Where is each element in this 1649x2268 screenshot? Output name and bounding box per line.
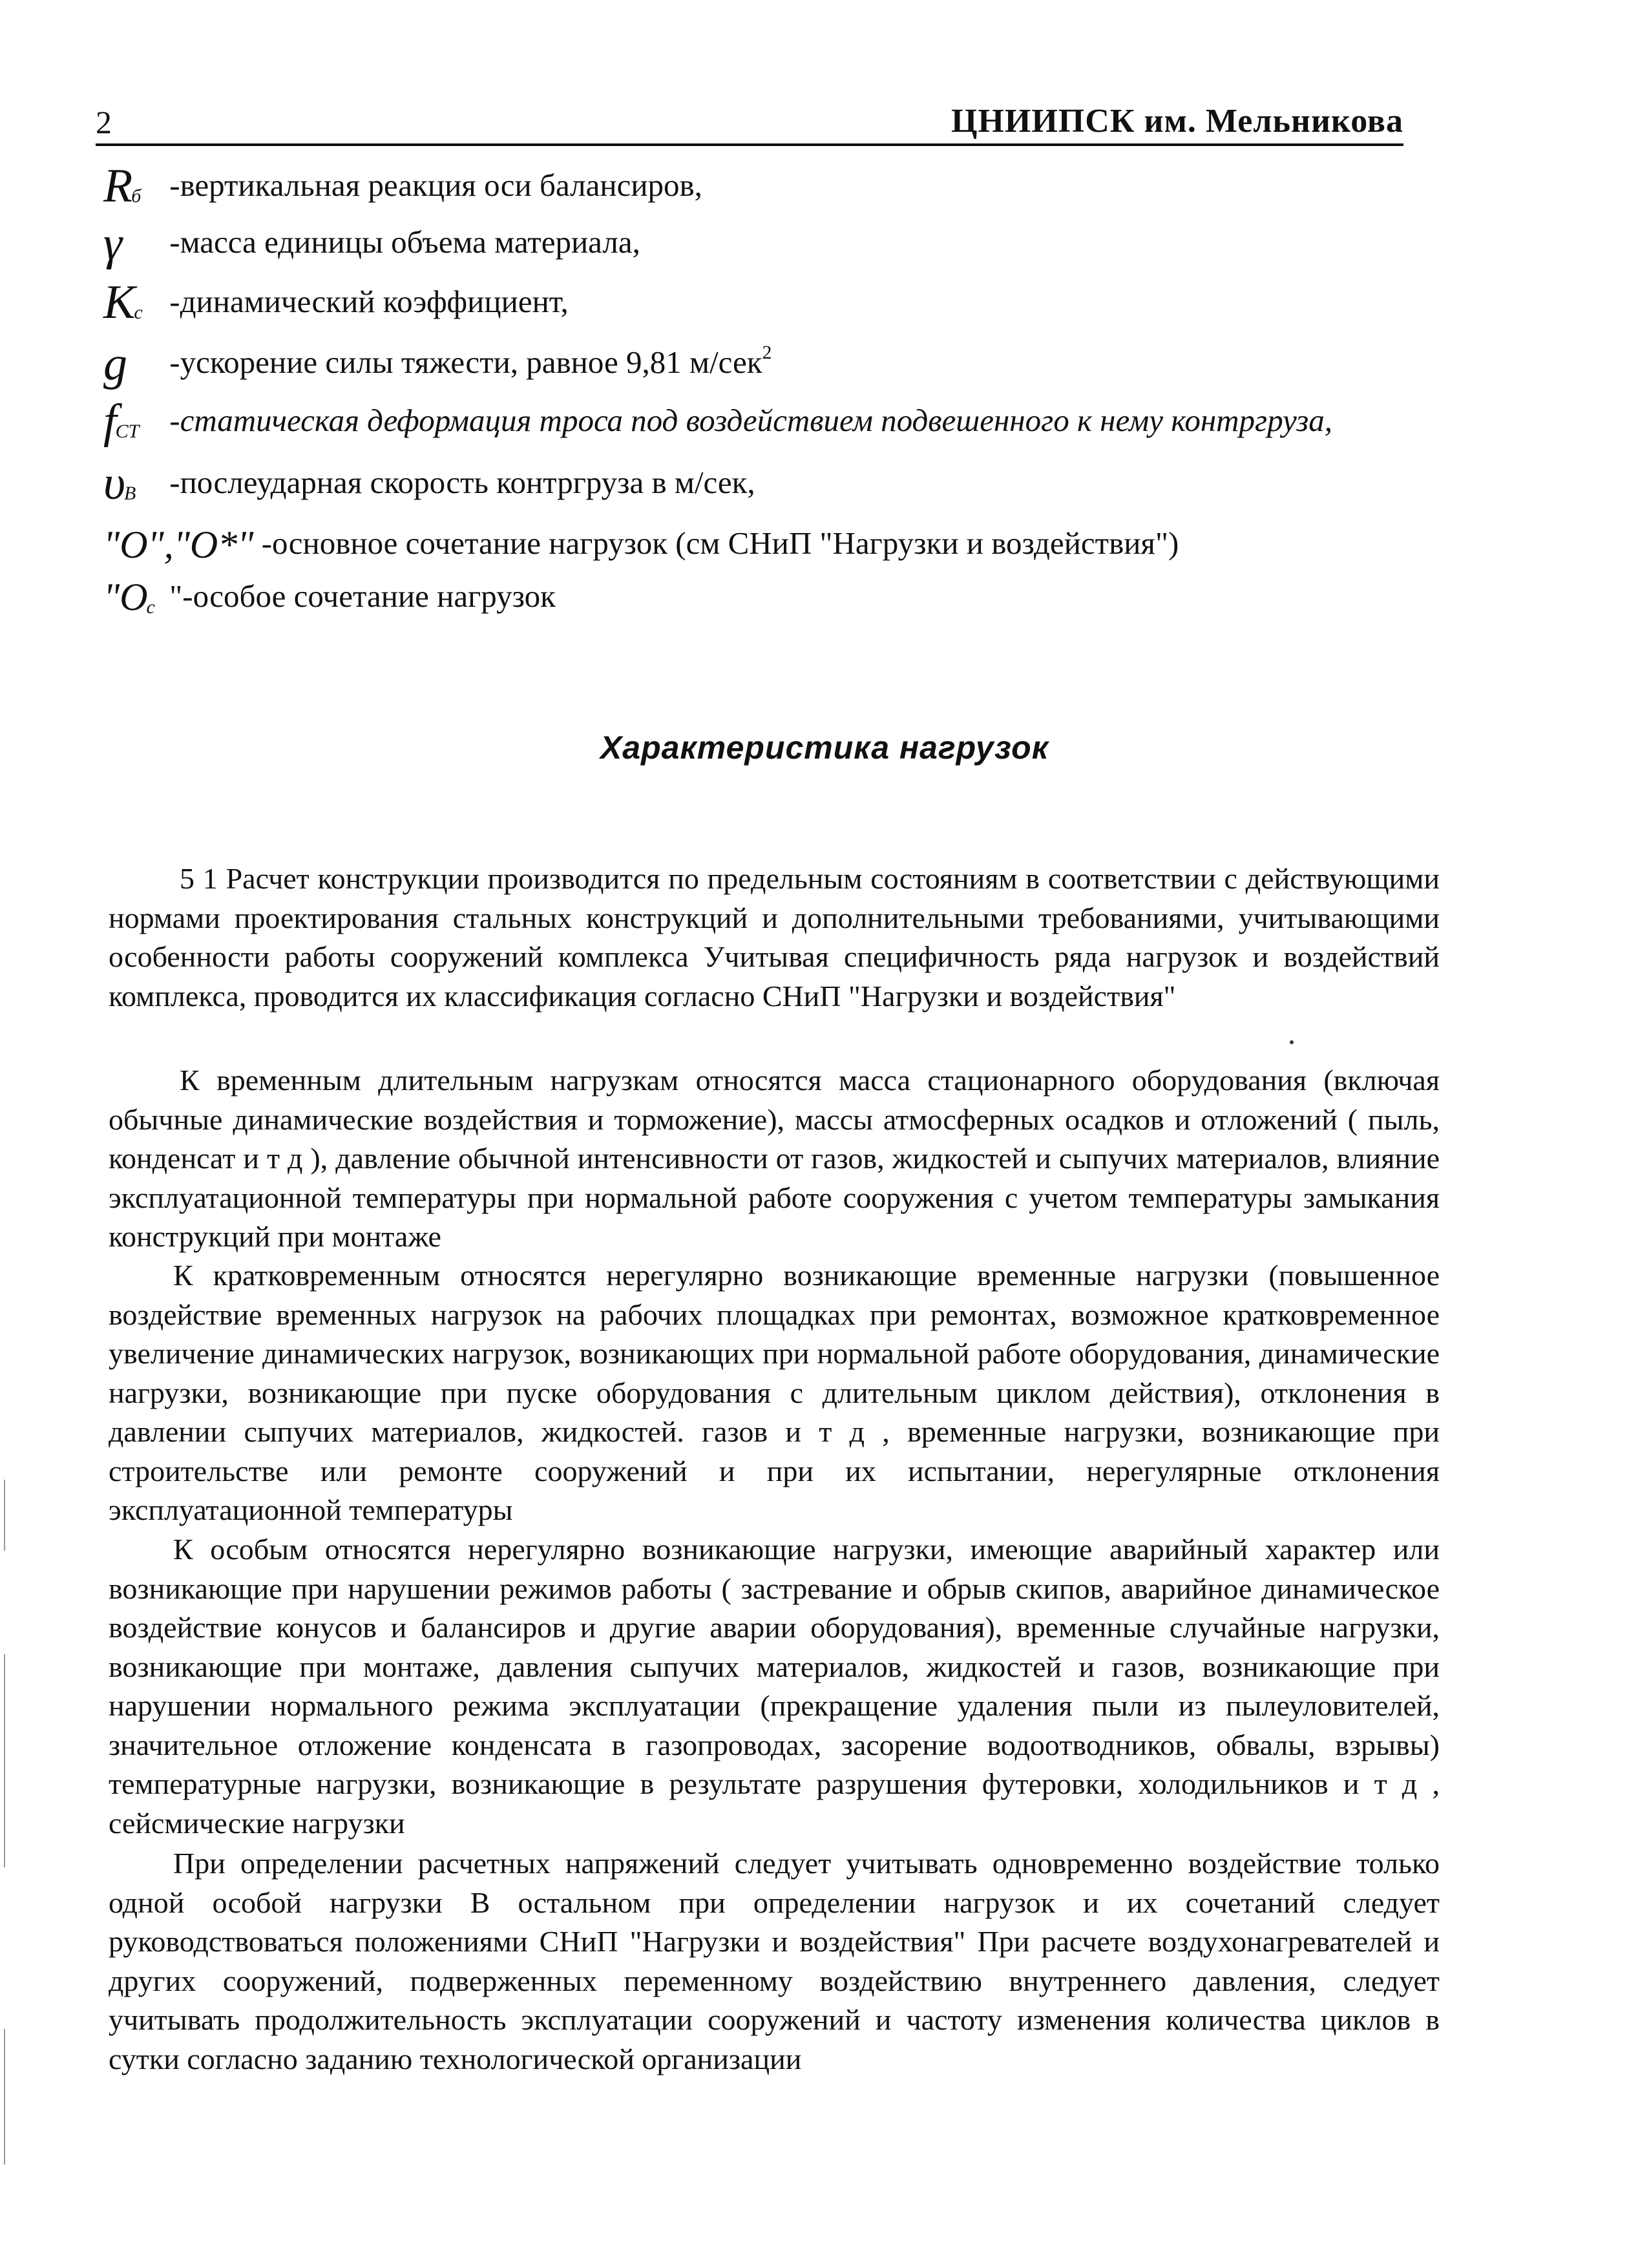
notation-text: -основное сочетание нагрузок (см СНиП "Нагрузки и воздействия") [261, 525, 1179, 561]
notation-symbol: υ [103, 457, 125, 510]
paragraph: 5 1 Расчет конструкции производится по предельным состояниям в соответствии с действующими нормами проектирования стальных конструкций и дополнительными требованиями, учитывающими особенности работы сооружений комплекса Учитывая специфичность ряда нагрузок и воздействий комплекса, проводится их классификация согласно СНиП "Нагрузки и воздействия" [109, 862, 1440, 1013]
notation-symbol: g [103, 337, 127, 391]
notation-symbol: f [103, 395, 117, 448]
scan-speck [1290, 1040, 1294, 1044]
notation-subscript: CT [115, 421, 140, 443]
paragraph: При определении расчетных напряжений следует учитывать одновременно воздействие только одной особой нагрузки В остальном при определении нагрузок и их сочетаний следует руководствоваться положениями СНиП "Нагрузки и воздействия" При расчете воздухонагревателей и других сооружений, подверженных переменному воздействию внутреннего давления, следует учитывать продолжительность эксплуатации сооружений и частоту изменения количества циклов в сутки согласно заданию технологической организации [109, 1847, 1440, 2075]
section-title: Характеристика нагрузок [600, 730, 1049, 766]
notation-row [103, 574, 1460, 618]
notation-subscript: c [134, 302, 143, 324]
notation-text: -послеударная скорость контргруза в м/сек, [169, 464, 755, 500]
notation-symbol: γ [103, 217, 123, 271]
notation-subscript: б [131, 185, 142, 207]
notation-row [103, 160, 1460, 213]
page-number: 2 [96, 104, 112, 140]
notation-symbol: R [103, 160, 133, 213]
notation-text: -динамический коэффициент, [169, 283, 569, 319]
notation-row [103, 395, 1460, 448]
notation-subscript: B [123, 483, 136, 505]
notation-row [103, 217, 1460, 271]
binding-edge-mark [4, 2029, 5, 2165]
binding-edge-mark [4, 1654, 5, 1867]
notation-text: -вертикальная реакция оси балансиров, [169, 167, 702, 203]
notation-text: -статическая деформация троса под воздействием подвешенного к нему контргруза, [169, 402, 1332, 438]
notation-text: "-особое сочетание нагрузок [169, 578, 556, 614]
paragraph: К особым относятся нерегулярно возникающие нагрузки, имеющие аварийный характер или возникающие при нарушении режимов работы ( застревание и обрыв скипов, аварийное динамическое воздействие конусов и балансиров и другие аварии оборудования), временные случайные нагрузки, возникающие при монтаже, давления сыпучих материалов, жидкостей и газов, возникающие при нарушении нормального режима эксплуатации (прекращение удаления пыли из пылеуловителей, значительное отложение конденсата в газопроводах, засорение водоотводников, обвалы, взрывы) температурные нагрузки, возникающие в результате разрушения футеровки, холодильников и т д , сейсмические нагрузки [109, 1533, 1440, 1840]
notation-superscript: 2 [762, 342, 772, 363]
header-rule [96, 143, 1403, 146]
paragraph: К временным длительным нагрузкам относятся масса стационарного оборудования (включая обычные динамические воздействия и торможение), массы атмосферных осадков и отложений ( пыль, конденсат и т д ), давление обычной интенсивности от газов, жидкостей и сыпучих материалов, влияние эксплуатационной температуры при нормальной работе сооружения с учетом температуры замыкания конструкций при монтаже [109, 1064, 1440, 1253]
notation-symbol: "O [103, 576, 148, 618]
notation-symbol: "O","O*" [103, 523, 254, 567]
running-head: ЦНИИПСК им. Мельникова [951, 103, 1403, 140]
notation-subscript: c [146, 596, 155, 618]
notation-row [103, 521, 1460, 567]
notation-row [103, 333, 1460, 391]
notation-text: -ускорение силы тяжести, равное 9,81 м/сек [169, 344, 762, 381]
notation-row [103, 276, 1460, 329]
notation-text: -масса единицы объема материала, [169, 224, 640, 260]
notation-row [103, 457, 1460, 510]
notation-symbol: K [103, 276, 136, 329]
binding-edge-mark [4, 1480, 5, 1551]
paragraph: К кратковременным относятся нерегулярно возникающие временные нагрузки (повышенное воздействие временных нагрузок на рабочих площадках при ремонтах, возможное кратковременное увеличение динамических нагрузок, возникающих при нормальной работе оборудования, динамические нагрузки, возникающие при пуске оборудования с длительным циклом действия), отклонения в давлении сыпучих материалов, жидкостей. газов и т д , временные нагрузки, возникающие при строительстве или ремонте сооружений и при их испытании, нерегулярные отклонения эксплуатационной температуры [109, 1259, 1440, 1526]
